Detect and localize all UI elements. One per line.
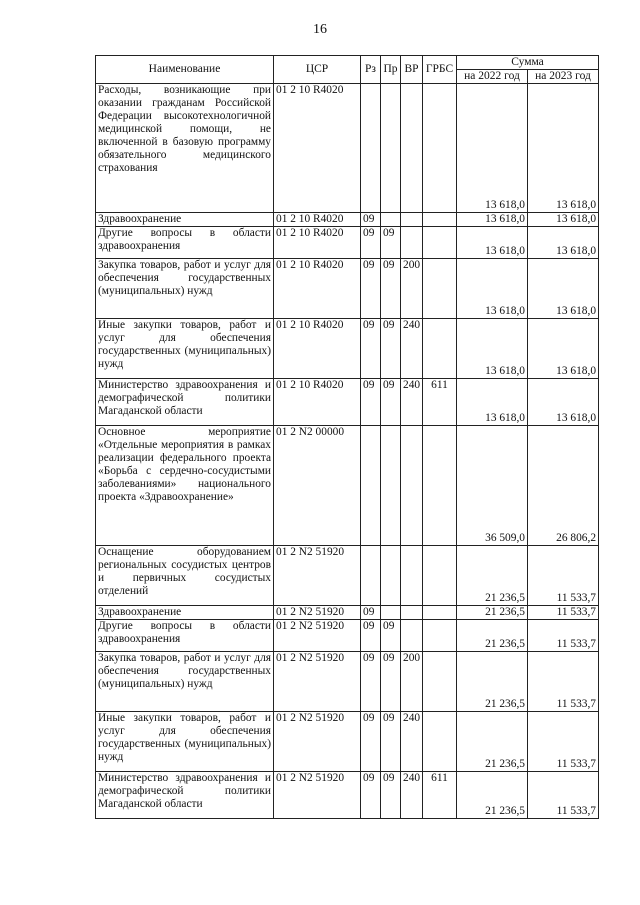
- header-csr: ЦСР: [274, 56, 361, 84]
- cell-sum-2023: 11 533,7: [528, 546, 599, 606]
- cell-vr: [401, 84, 423, 213]
- cell-pr: 09: [381, 652, 401, 712]
- cell-vr: 240: [401, 712, 423, 772]
- cell-name: Другие вопросы в области здравоохранения: [96, 227, 274, 259]
- cell-sum-2022: 21 236,5: [457, 546, 528, 606]
- cell-sum-2023: 13 618,0: [528, 84, 599, 213]
- cell-sum-2022: 21 236,5: [457, 712, 528, 772]
- cell-rz: [361, 546, 381, 606]
- cell-sum-2022: 21 236,5: [457, 652, 528, 712]
- header-vr: ВР: [401, 56, 423, 84]
- table-row: [96, 606, 599, 620]
- cell-pr: [381, 84, 401, 213]
- cell-csr: 01 2 N2 51920: [274, 772, 361, 819]
- cell-csr: 01 2 10 R4020: [274, 213, 361, 227]
- cell-sum-2022: 21 236,5: [457, 772, 528, 819]
- cell-grbs: 611: [423, 772, 457, 819]
- table-row: [96, 259, 599, 319]
- cell-sum-2023: 11 533,7: [528, 606, 599, 620]
- cell-rz: 09: [361, 712, 381, 772]
- table-row: [96, 652, 599, 712]
- cell-vr: [401, 546, 423, 606]
- header-rz: Рз: [361, 56, 381, 84]
- budget-table: [95, 55, 599, 819]
- cell-vr: 200: [401, 652, 423, 712]
- cell-csr: 01 2 N2 51920: [274, 546, 361, 606]
- table-row: [96, 227, 599, 259]
- cell-pr: [381, 606, 401, 620]
- cell-csr: 01 2 10 R4020: [274, 259, 361, 319]
- cell-rz: 09: [361, 772, 381, 819]
- cell-pr: [381, 546, 401, 606]
- cell-sum-2022: 13 618,0: [457, 379, 528, 426]
- cell-rz: 09: [361, 227, 381, 259]
- cell-grbs: [423, 426, 457, 546]
- header-pr: Пр: [381, 56, 401, 84]
- cell-grbs: [423, 546, 457, 606]
- cell-rz: 09: [361, 652, 381, 712]
- table-row: [96, 426, 599, 546]
- cell-grbs: [423, 652, 457, 712]
- cell-vr: [401, 426, 423, 546]
- cell-grbs: [423, 319, 457, 379]
- cell-name: Закупка товаров, работ и услуг для обеспечения государственных (муниципальных) нужд: [96, 259, 274, 319]
- cell-pr: 09: [381, 259, 401, 319]
- table-row: [96, 772, 599, 819]
- cell-sum-2023: 11 533,7: [528, 620, 599, 652]
- header-name: Наименование: [96, 56, 274, 84]
- cell-vr: 240: [401, 772, 423, 819]
- cell-name: Министерство здравоохранения и демографической политики Магаданской области: [96, 379, 274, 426]
- cell-sum-2022: 36 509,0: [457, 426, 528, 546]
- cell-sum-2022: 13 618,0: [457, 84, 528, 213]
- cell-name: Основное мероприятие «Отдельные мероприятия в рамках реализации федерального проекта «Борьба с сердечно-сосудистыми заболеваниями» национального проекта «Здравоохранение»: [96, 426, 274, 546]
- cell-csr: 01 2 10 R4020: [274, 227, 361, 259]
- cell-sum-2023: 11 533,7: [528, 652, 599, 712]
- cell-name: Здравоохранение: [96, 213, 274, 227]
- header-sum: Сумма: [457, 56, 599, 70]
- cell-vr: [401, 620, 423, 652]
- cell-sum-2022: 21 236,5: [457, 620, 528, 652]
- cell-name: Другие вопросы в области здравоохранения: [96, 620, 274, 652]
- cell-vr: [401, 606, 423, 620]
- cell-vr: [401, 227, 423, 259]
- table-row: [96, 712, 599, 772]
- cell-pr: 09: [381, 772, 401, 819]
- cell-pr: 09: [381, 620, 401, 652]
- cell-sum-2023: 11 533,7: [528, 772, 599, 819]
- cell-sum-2022: 13 618,0: [457, 227, 528, 259]
- header-year-2022: на 2022 год: [457, 70, 528, 84]
- cell-csr: 01 2 N2 00000: [274, 426, 361, 546]
- table-row: [96, 319, 599, 379]
- cell-sum-2023: 13 618,0: [528, 319, 599, 379]
- cell-sum-2023: 13 618,0: [528, 379, 599, 426]
- cell-csr: 01 2 N2 51920: [274, 620, 361, 652]
- cell-name: Иные закупки товаров, работ и услуг для обеспечения государственных (муниципальных) нужд: [96, 712, 274, 772]
- cell-sum-2022: 13 618,0: [457, 213, 528, 227]
- table-row: [96, 213, 599, 227]
- cell-csr: 01 2 N2 51920: [274, 606, 361, 620]
- table-row: [96, 546, 599, 606]
- cell-name: Закупка товаров, работ и услуг для обеспечения государственных (муниципальных) нужд: [96, 652, 274, 712]
- cell-pr: 09: [381, 319, 401, 379]
- cell-rz: [361, 84, 381, 213]
- cell-sum-2023: 13 618,0: [528, 227, 599, 259]
- table-row: [96, 379, 599, 426]
- cell-sum-2022: 21 236,5: [457, 606, 528, 620]
- header-grbs: ГРБС: [423, 56, 457, 84]
- cell-rz: 09: [361, 379, 381, 426]
- cell-rz: 09: [361, 213, 381, 227]
- cell-sum-2023: 11 533,7: [528, 712, 599, 772]
- cell-vr: 240: [401, 319, 423, 379]
- cell-csr: 01 2 N2 51920: [274, 712, 361, 772]
- cell-pr: 09: [381, 227, 401, 259]
- cell-rz: 09: [361, 620, 381, 652]
- cell-csr: 01 2 10 R4020: [274, 84, 361, 213]
- cell-csr: 01 2 N2 51920: [274, 652, 361, 712]
- cell-name: Иные закупки товаров, работ и услуг для обеспечения государственных (муниципальных) нужд: [96, 319, 274, 379]
- cell-rz: 09: [361, 259, 381, 319]
- cell-pr: [381, 213, 401, 227]
- cell-rz: [361, 426, 381, 546]
- cell-name: Министерство здравоохранения и демографической политики Магаданской области: [96, 772, 274, 819]
- cell-sum-2023: 13 618,0: [528, 213, 599, 227]
- table-row: [96, 620, 599, 652]
- cell-vr: 240: [401, 379, 423, 426]
- cell-csr: 01 2 10 R4020: [274, 319, 361, 379]
- cell-grbs: [423, 712, 457, 772]
- header-year-2023: на 2023 год: [528, 70, 599, 84]
- cell-pr: 09: [381, 379, 401, 426]
- cell-grbs: [423, 84, 457, 213]
- cell-rz: 09: [361, 319, 381, 379]
- cell-grbs: [423, 620, 457, 652]
- cell-vr: 200: [401, 259, 423, 319]
- cell-sum-2023: 26 806,2: [528, 426, 599, 546]
- cell-pr: 09: [381, 712, 401, 772]
- cell-name: Расходы, возникающие при оказании гражданам Российской Федерации высокотехнологичной медицинской помощи, не включенной в базовую программу обязательного медицинского страхования: [96, 84, 274, 213]
- cell-rz: 09: [361, 606, 381, 620]
- cell-grbs: [423, 259, 457, 319]
- cell-sum-2022: 13 618,0: [457, 259, 528, 319]
- cell-grbs: 611: [423, 379, 457, 426]
- cell-grbs: [423, 213, 457, 227]
- page-number: 16: [313, 22, 327, 37]
- cell-pr: [381, 426, 401, 546]
- cell-csr: 01 2 10 R4020: [274, 379, 361, 426]
- cell-grbs: [423, 606, 457, 620]
- cell-grbs: [423, 227, 457, 259]
- cell-sum-2022: 13 618,0: [457, 319, 528, 379]
- table-row: [96, 84, 599, 213]
- cell-vr: [401, 213, 423, 227]
- cell-name: Оснащение оборудованием региональных сосудистых центров и первичных сосудистых отделений: [96, 546, 274, 606]
- cell-name: Здравоохранение: [96, 606, 274, 620]
- cell-sum-2023: 13 618,0: [528, 259, 599, 319]
